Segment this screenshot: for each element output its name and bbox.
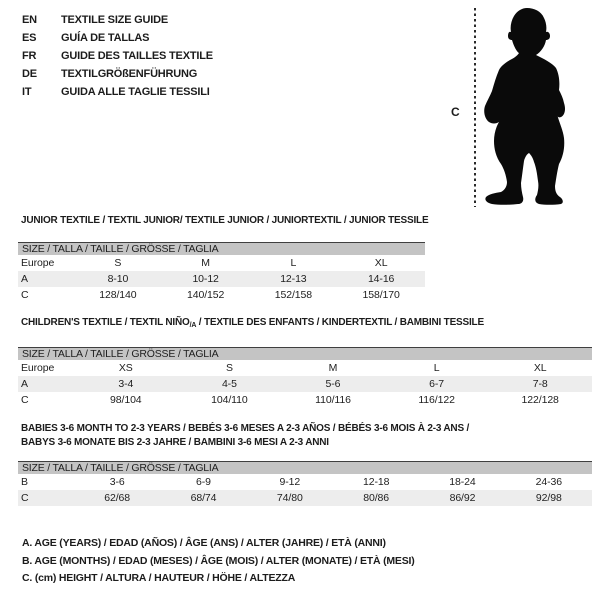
language-code: ES [22,32,37,44]
row-label: Europe [21,257,55,269]
age-cell: 24-36 [535,476,562,488]
size-cell: XS [118,362,133,374]
language-code: DE [22,68,37,80]
section-heading-line1: BABIES 3-6 MONTH TO 2-3 YEARS / BEBÉS 3-6 MESES A 2-3 AÑOS / BÉBÉS 3-6 MOIS À 2-3 ANS / [21,423,470,434]
age-cell: 6-9 [196,476,211,488]
age-cell: 9-12 [279,476,301,488]
language-row-en [22,11,213,29]
row-label: A [21,378,28,390]
language-title: GUÍA DE TALLAS [61,32,150,44]
age-cell: 10-12 [192,273,219,285]
height-cell: 92/98 [535,492,562,504]
heading-text: / TEXTILE DES ENFANTS / KINDERTEXTIL / BAMBINI TESSILE [196,317,484,328]
height-cell: 158/170 [362,289,400,301]
height-cell: 104/110 [211,394,248,406]
language-title: GUIDE DES TAILLES TEXTILE [61,50,213,62]
size-header-bar: SIZE / TALLA / TAILLE / GRÖSSE / TAGLIA [18,461,592,474]
size-header-bar: SIZE / TALLA / TAILLE / GRÖSSE / TAGLIA [18,242,425,255]
age-cell: 14-16 [367,273,395,285]
legend-line-b: B. AGE (MONTHS) / EDAD (MESES) / ÂGE (MOIS) / ALTER (MONATE) / ETÀ (MESI) [22,554,415,567]
table-row-height [18,490,592,506]
language-title: TEXTILGRÖßENFÜHRUNG [61,68,198,80]
section-heading: JUNIOR TEXTILE / TEXTIL JUNIOR/ TEXTILE JUNIOR / JUNIORTEXTIL / JUNIOR TESSILE [21,215,429,226]
age-cell: 4-5 [221,378,237,390]
language-title: TEXTILE SIZE GUIDE [61,14,169,26]
language-code: IT [22,86,32,98]
height-cell: 86/92 [449,492,476,504]
height-cell: 74/80 [276,492,303,504]
legend-line-c: C. (cm) HEIGHT / ALTURA / HAUTEUR / HÖHE / ALTEZZA [22,572,296,584]
language-code: EN [22,14,37,26]
size-cell: L [433,362,440,374]
height-cell: 80/86 [363,492,390,504]
section-heading-line2: BABYS 3-6 MONATE BIS 2-3 JAHRE / BAMBINI 3-6 MESI A 2-3 ANNI [21,437,329,448]
height-dotted-line-icon [474,8,476,207]
table-row-europe [18,255,425,271]
age-cell: 8-10 [107,273,129,285]
heading-text: CHILDREN'S TEXTILE / TEXTIL NIÑO [21,317,190,328]
heading-subscript: /A [189,322,197,329]
legend-line-a: A. AGE (YEARS) / EDAD (AÑOS) / ÂGE (ANS) / ALTER (JAHRE) / ETÀ (ANNI) [22,537,386,549]
height-cell: 122/128 [521,394,559,406]
table-row-age [18,271,425,287]
age-cell: 12-18 [362,476,390,488]
age-cell: 3-6 [109,476,125,488]
height-cell: 128/140 [99,289,137,301]
children-size-table [18,360,592,408]
table-row-height [18,392,592,408]
height-label-c: C [451,105,460,119]
row-label: C [21,394,29,406]
size-cell: L [290,257,297,269]
language-title: GUIDA ALLE TAGLIE TESSILI [61,86,210,98]
row-label: A [21,273,28,285]
size-cell: S [114,257,122,269]
size-cell: XL [533,362,547,374]
height-cell: 152/158 [274,289,312,301]
height-cell: 110/116 [315,394,351,406]
section-junior-textile [18,214,428,303]
size-cell: S [225,362,233,374]
height-cell: 68/74 [190,492,217,504]
table-row-age [18,376,592,392]
baby-figure [440,0,600,215]
age-cell: 6-7 [429,378,445,390]
language-row-es [22,29,213,47]
babies-size-table [18,474,592,506]
baby-silhouette-icon [481,6,571,208]
height-cell: 116/122 [418,394,455,406]
height-cell: 98/104 [110,394,142,406]
row-label: B [21,476,28,488]
language-row-fr [22,47,213,65]
age-cell: 7-8 [532,378,548,390]
height-cell: 62/68 [104,492,131,504]
size-cell: M [201,257,210,269]
table-row-height [18,287,425,303]
age-cell: 12-13 [280,273,307,285]
section-childrens-textile [18,316,592,408]
section-babies-textile [18,422,592,506]
age-cell: 5-6 [325,378,341,390]
section-heading [21,316,592,332]
size-cell: M [328,362,338,374]
height-cell: 140/152 [186,289,225,301]
language-row-it [22,83,213,101]
table-row-age-months [18,474,592,490]
language-row-de [22,65,213,83]
age-cell: 18-24 [449,476,476,488]
row-label: C [21,289,29,301]
table-row-europe [18,360,592,376]
legend-block [22,535,415,588]
age-cell: 3-4 [118,378,134,390]
row-label: C [21,492,29,504]
row-label: Europe [21,362,55,374]
size-cell: XL [374,257,388,269]
junior-size-table [18,255,425,303]
language-code: FR [22,50,37,62]
language-title-block [22,11,213,101]
size-header-bar: SIZE / TALLA / TAILLE / GRÖSSE / TAGLIA [18,347,592,360]
